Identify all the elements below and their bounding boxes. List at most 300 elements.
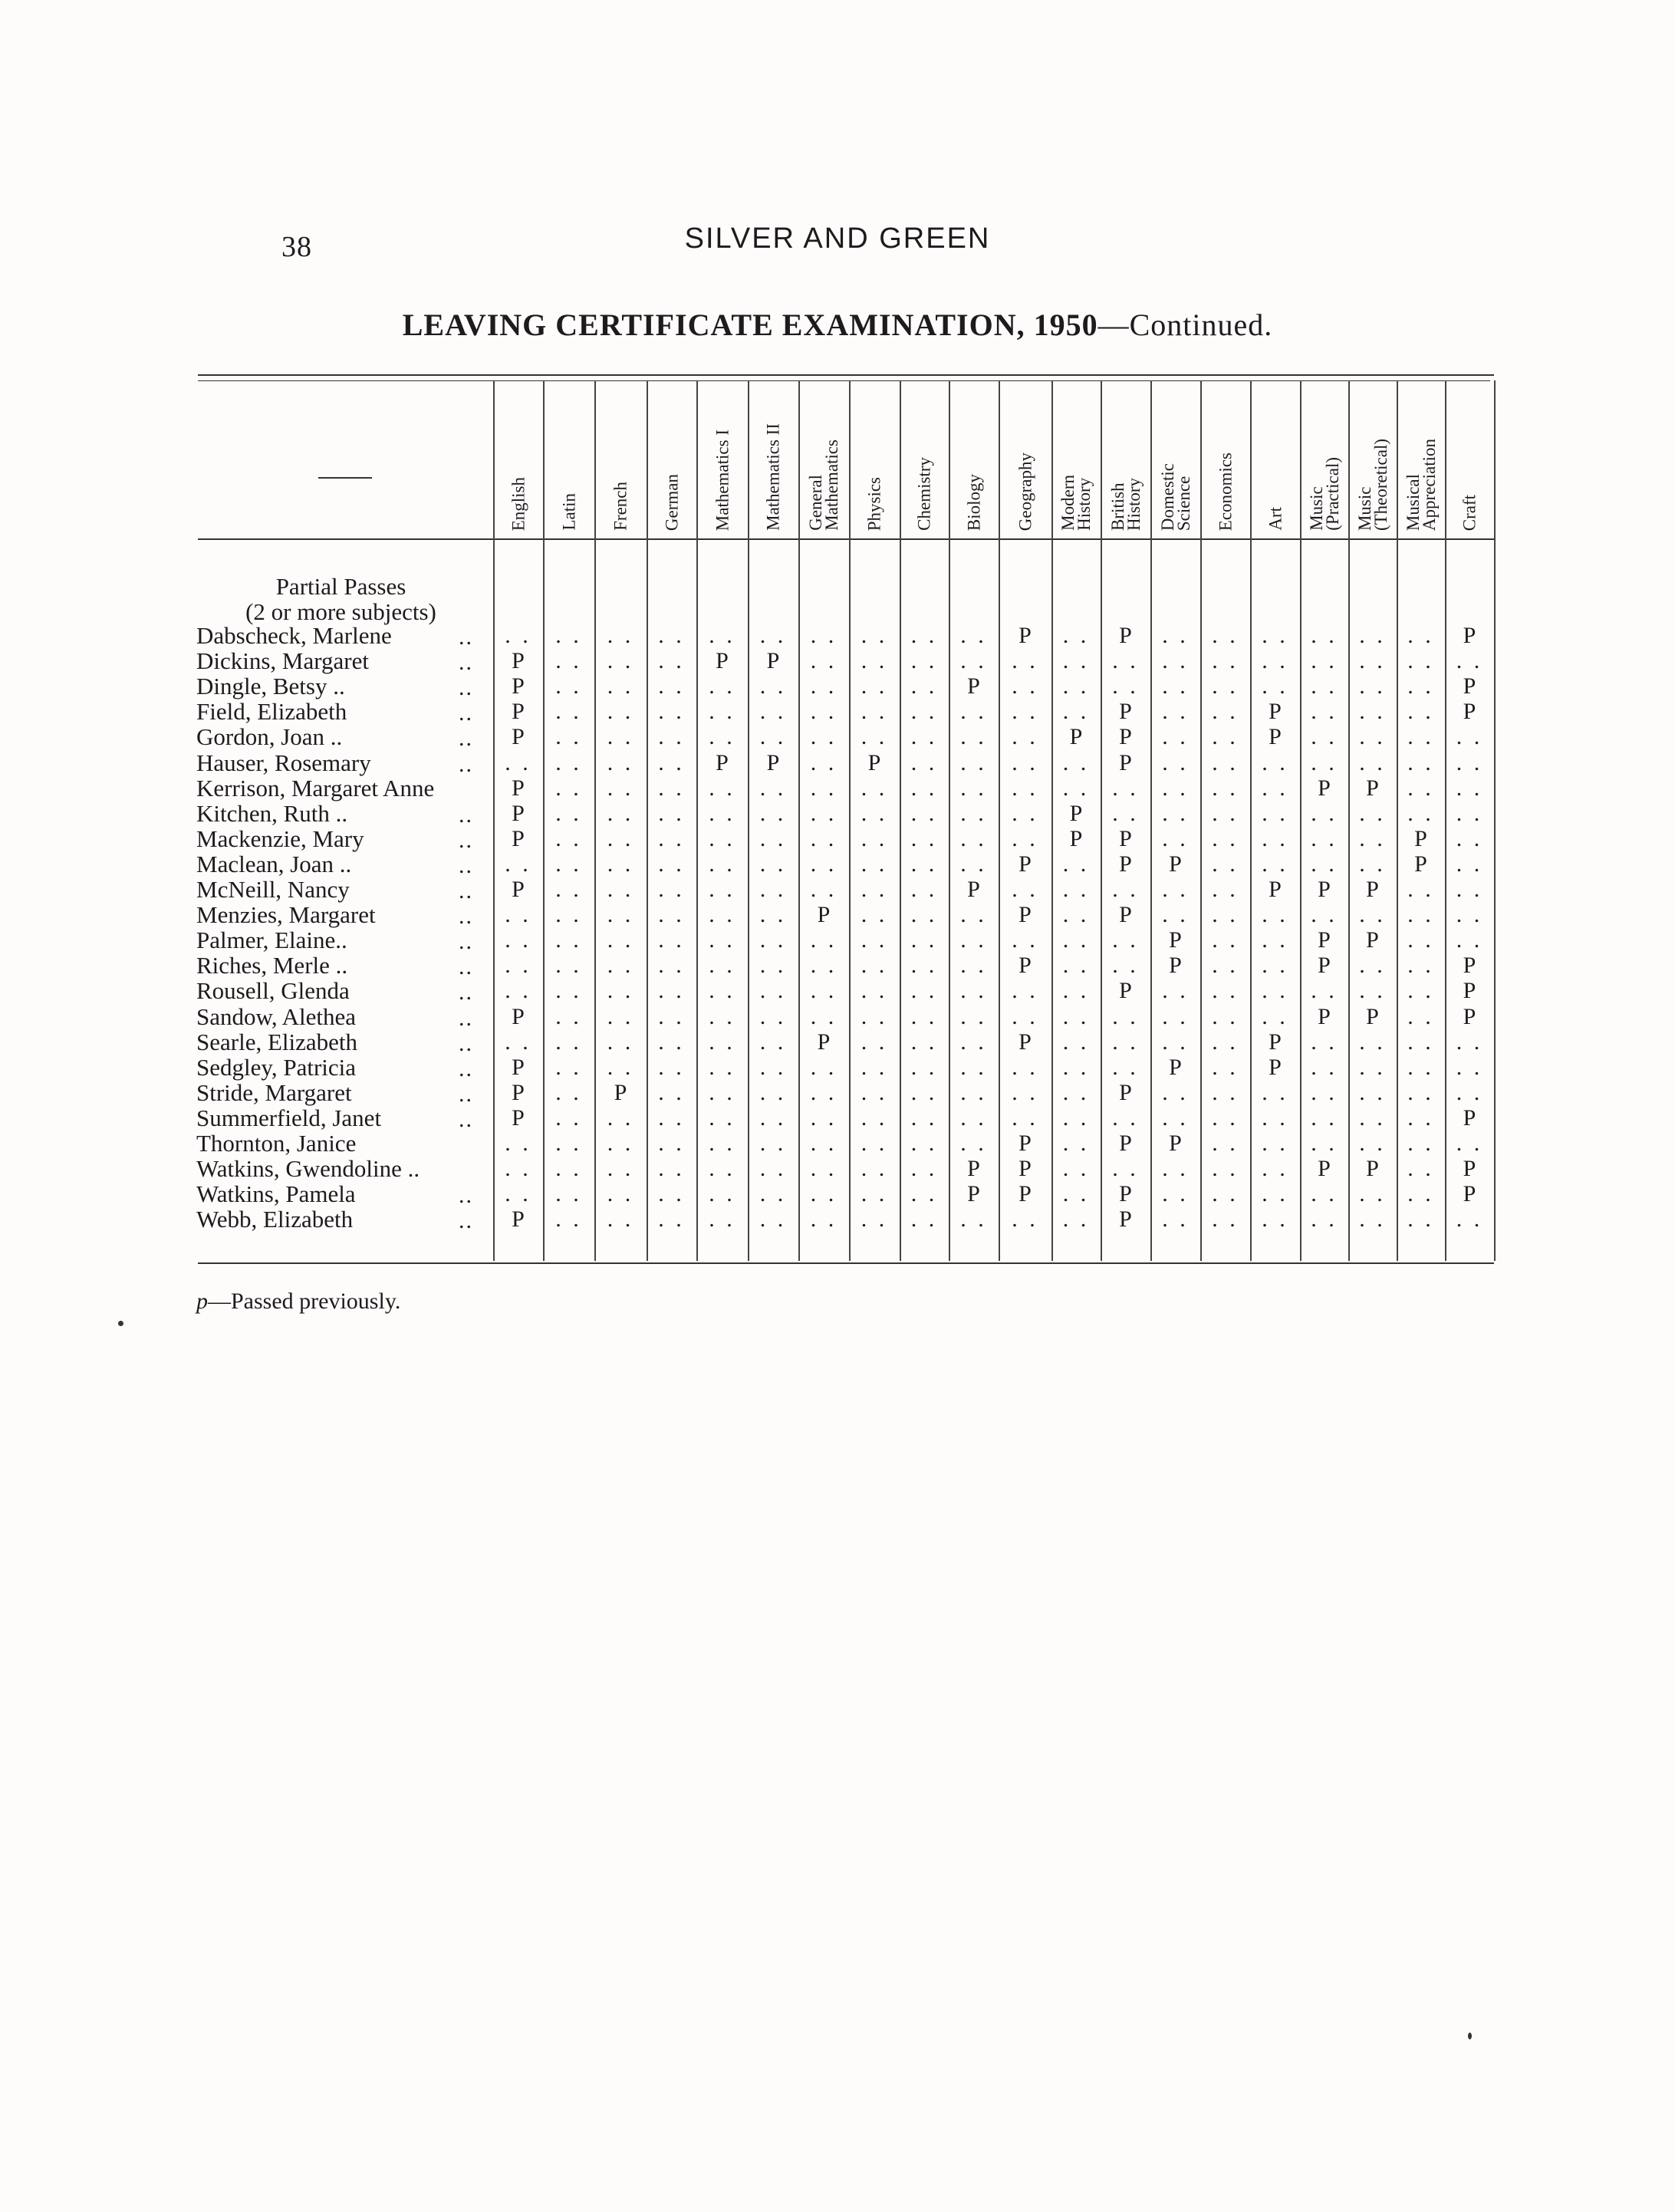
result-cell: . . [709,877,735,902]
student-name: Palmer, Elaine.. [196,927,347,954]
result-cell: . . [1162,877,1189,902]
column-header [1051,380,1101,535]
result-cell: . . [861,673,888,699]
result-cell: . . [1407,1079,1434,1105]
result-cell: . . [709,623,735,648]
result-cell: . . [1062,877,1090,902]
result-cell: . . [1359,623,1386,648]
result-cell: . . [810,1131,838,1156]
result-cell: . . [1212,699,1239,725]
result-cell: . . [1212,800,1239,826]
column-header-label: Art [1265,507,1285,531]
result-cell: P [512,648,525,674]
student-name: Kerrison, Margaret Anne [196,774,435,802]
result-cell: . . [1212,953,1239,979]
result-cell: . . [607,1131,634,1156]
result-cell: . . [759,877,787,902]
student-name: Rousell, Glenda [196,977,350,1005]
result-cell: . . [960,1029,987,1055]
result-cell: . . [1162,1029,1189,1055]
result-cell: . . [810,623,838,648]
result-cell: . . [960,1206,987,1233]
result-cell: . . [1311,1029,1338,1055]
result-cell: . . [861,953,888,979]
result-cell: . . [910,953,938,979]
result-cell: . . [1407,902,1434,928]
result-cell: . . [658,673,685,699]
name-leader: .. [459,929,473,955]
result-cell: . . [1262,775,1288,801]
result-cell: P [1269,1054,1282,1080]
result-cell: . . [658,1131,685,1156]
result-cell: . . [555,1206,582,1233]
result-cell: P [512,825,525,851]
result-cell: . . [1162,648,1189,674]
table-top-rule [198,374,1494,376]
result-cell: . . [960,1131,987,1156]
result-cell: . . [910,1181,938,1207]
result-cell: . . [505,851,531,877]
result-cell: . . [1112,648,1139,674]
result-cell: . . [1162,800,1189,826]
result-cell: . . [1262,623,1288,648]
result-cell: . . [555,1181,582,1207]
student-name: Kitchen, Ruth .. [196,799,348,827]
result-cell: . . [759,673,787,699]
name-leader: .. [459,1030,473,1056]
result-cell: . . [810,877,838,902]
result-cell: . . [1407,699,1434,725]
result-cell: . . [1407,800,1434,826]
result-cell: . . [1162,1104,1189,1131]
result-cell: . . [709,1104,735,1131]
column-header [1250,380,1300,535]
result-cell: . . [1407,1181,1434,1207]
result-cell: . . [910,877,938,902]
result-cell: . . [1012,699,1038,725]
result-cell: P [1119,1131,1132,1156]
result-cell: . . [607,749,634,775]
result-cell: . . [759,851,787,877]
result-cell: . . [861,877,888,902]
result-cell: . . [1012,1206,1038,1233]
result-cell: . . [1359,1054,1386,1080]
result-cell: . . [1062,648,1090,674]
result-cell: . . [607,851,634,877]
result-cell: . . [1162,699,1189,725]
result-cell: . . [1407,775,1434,801]
result-cell: . . [1456,1029,1483,1055]
result-cell: P [1119,825,1132,851]
result-cell: . . [658,800,685,826]
result-cell: . . [861,775,888,801]
column-header-label: Physics [864,476,884,531]
name-leader: .. [459,1183,473,1209]
column-header [798,380,849,535]
result-cell: . . [1212,927,1239,953]
column-header [849,380,900,535]
result-cell: . . [861,1104,888,1131]
table-row [0,851,1675,877]
result-cell: . . [960,724,987,750]
result-cell: . . [555,851,582,877]
stub-header-dash [318,477,372,479]
result-cell: . . [658,902,685,928]
result-cell: . . [555,1079,582,1105]
table-row [0,1131,1675,1156]
result-cell: . . [1012,978,1038,1004]
result-cell: P [512,699,525,725]
result-cell: P [1463,953,1476,979]
result-cell: . . [1112,1054,1139,1080]
column-header [1150,380,1200,535]
result-cell: . . [861,623,888,648]
title-main: LEAVING CERTIFICATE EXAMINATION, 1950 [402,308,1098,342]
result-cell: P [1018,953,1032,979]
result-cell: . . [810,978,838,1004]
result-cell: P [1366,1003,1379,1029]
result-cell: . . [555,902,582,928]
result-cell: . . [1262,851,1288,877]
name-leader: .. [459,852,473,878]
result-cell: . . [1262,800,1288,826]
result-cell: . . [759,1206,787,1233]
result-cell: . . [861,927,888,953]
result-cell: P [1269,699,1282,725]
result-cell: . . [1407,673,1434,699]
result-cell: . . [1212,1003,1239,1029]
result-cell: . . [1062,623,1090,648]
document-title [0,307,1675,343]
result-cell: . . [1407,1003,1434,1029]
result-cell: . . [910,623,938,648]
result-cell: . . [861,1156,888,1182]
result-cell: . . [810,1156,838,1182]
result-cell: . . [1359,902,1386,928]
student-name: Watkins, Pamela [196,1180,356,1208]
result-cell: P [1269,877,1282,902]
result-cell: . . [1062,851,1090,877]
table-row [0,647,1675,676]
result-cell: . . [810,1104,838,1131]
result-cell: . . [709,927,735,953]
result-cell: . . [1012,673,1038,699]
result-cell: . . [759,1181,787,1207]
result-cell: . . [861,825,888,851]
result-cell: . . [1456,800,1483,826]
result-cell: . . [1112,1156,1139,1182]
result-cell: P [967,1156,980,1182]
result-cell: . . [1062,1029,1090,1055]
column-header-label: Craft [1459,494,1479,531]
column-header-label: German [662,473,681,531]
result-cell: P [1318,1156,1331,1182]
result-cell: . . [709,902,735,928]
result-cell: . . [910,1104,938,1131]
result-cell: . . [960,825,987,851]
result-cell: . . [1212,1156,1239,1182]
result-cell: . . [1359,648,1386,674]
column-header-label: French [610,482,630,531]
result-cell: . . [658,699,685,725]
result-cell: P [967,877,980,902]
column-header-label: Musical Appreciation [1403,438,1439,531]
result-cell: . . [1212,1104,1239,1131]
ink-speck [118,1321,123,1326]
result-cell: . . [960,1054,987,1080]
result-cell: . . [555,775,582,801]
result-cell: . . [1262,927,1288,953]
result-cell: . . [810,1206,838,1233]
student-name: Hauser, Rosemary [196,749,371,776]
result-cell: . . [810,851,838,877]
result-cell: . . [1112,673,1139,699]
name-leader: .. [459,827,473,853]
result-cell: . . [1407,648,1434,674]
column-header [594,380,647,535]
result-cell: . . [709,1131,735,1156]
result-cell: P [1069,800,1083,826]
result-cell: . . [861,1131,888,1156]
result-cell: . . [607,1054,634,1080]
result-cell: . . [505,749,531,775]
result-cell: . . [1359,851,1386,877]
name-leader: .. [459,751,473,777]
student-name: Webb, Elizabeth [196,1206,354,1233]
result-cell: . . [1311,724,1338,750]
result-cell: . . [1012,825,1038,851]
name-leader: .. [459,624,473,650]
column-header [1200,380,1250,535]
result-cell: . . [861,851,888,877]
result-cell: . . [861,1029,888,1055]
result-cell: . . [1212,1029,1239,1055]
result-cell: P [1069,724,1083,750]
result-cell: P [1366,877,1379,902]
result-cell: . . [861,1181,888,1207]
column-header [647,380,696,535]
result-cell: . . [1456,775,1483,801]
result-cell: P [1119,699,1132,725]
result-cell: . . [960,623,987,648]
result-cell: P [1463,673,1476,699]
name-leader: .. [459,1081,473,1107]
result-cell: . . [709,775,735,801]
result-cell: . . [1456,749,1483,775]
result-cell: . . [607,623,634,648]
result-cell: . . [759,1131,787,1156]
result-cell: . . [555,1156,582,1182]
result-cell: . . [1311,673,1338,699]
result-cell: P [1463,623,1476,648]
section-label [198,574,484,624]
result-cell: . . [960,800,987,826]
column-header-label: Latin [559,493,578,531]
result-cell: . . [1062,1003,1090,1029]
result-cell: . . [1407,749,1434,775]
result-cell: . . [1359,1079,1386,1105]
result-cell: . . [1262,1104,1288,1131]
column-header-label: Geography [1015,452,1035,531]
result-cell: . . [759,978,787,1004]
table-bottom-rule [198,1262,1494,1264]
result-cell: . . [1062,1156,1090,1182]
result-cell: . . [505,927,531,953]
result-cell: . . [1407,877,1434,902]
result-cell: . . [555,623,582,648]
result-cell: . . [861,800,888,826]
result-cell: . . [1262,1206,1288,1233]
result-cell: . . [709,953,735,979]
result-cell: . . [1407,1131,1434,1156]
result-cell: . . [1012,749,1038,775]
result-cell: . . [1062,775,1090,801]
result-cell: . . [1262,749,1288,775]
result-cell: . . [1062,1079,1090,1105]
result-cell: . . [759,1156,787,1182]
student-name: Dabscheck, Marlene [196,622,392,649]
column-header [999,380,1051,535]
result-cell: . . [658,1029,685,1055]
result-cell: . . [1062,953,1090,979]
footnote [196,1289,400,1315]
result-cell: . . [607,825,634,851]
result-cell: . . [555,953,582,979]
result-cell: P [1119,902,1132,928]
result-cell: . . [759,699,787,725]
result-cell: P [766,749,780,775]
result-cell: . . [1456,825,1483,851]
result-cell: . . [1407,978,1434,1004]
result-cell: . . [1311,1131,1338,1156]
result-cell: . . [505,978,531,1004]
result-cell: . . [1062,1104,1090,1131]
result-cell: P [716,648,729,674]
result-cell: . . [1456,724,1483,750]
result-cell: . . [1359,1104,1386,1131]
column-header [543,380,594,535]
name-leader: .. [459,1106,473,1132]
result-cell: . . [658,724,685,750]
result-cell: . . [1262,902,1288,928]
result-cell: . . [1062,699,1090,725]
result-cell: . . [505,1181,531,1207]
result-cell: . . [709,699,735,725]
result-cell: . . [960,978,987,1004]
table-row [0,1004,1675,1029]
result-cell: . . [910,775,938,801]
result-cell: . . [1456,902,1483,928]
result-cell: . . [709,1181,735,1207]
student-name: Maclean, Joan .. [196,850,352,877]
result-cell: . . [709,1079,735,1105]
result-cell: . . [960,927,987,953]
result-cell: . . [1359,978,1386,1004]
result-cell: . . [810,1181,838,1207]
result-cell: P [817,902,831,928]
result-cell: . . [1062,673,1090,699]
title-suffix: —Continued. [1097,308,1273,342]
result-cell: . . [759,1054,787,1080]
student-name: Dingle, Betsy .. [196,673,345,700]
result-cell: . . [1212,1079,1239,1105]
result-cell: . . [1407,1156,1434,1182]
result-cell: . . [1456,851,1483,877]
result-cell: . . [810,749,838,775]
column-header-label: English [508,476,528,531]
result-cell: . . [960,953,987,979]
student-name: Gordon, Joan .. [196,723,343,751]
result-cell: . . [658,1156,685,1182]
result-cell: . . [607,699,634,725]
result-cell: P [1018,851,1032,877]
name-leader: .. [459,954,473,980]
result-cell: . . [1262,648,1288,674]
result-cell: P [512,1054,525,1080]
result-cell: . . [861,699,888,725]
result-cell: P [1463,1181,1476,1207]
table-row [0,927,1675,953]
result-cell: P [1169,851,1182,877]
result-cell: . . [555,724,582,750]
result-cell: . . [1212,749,1239,775]
result-cell: P [512,1104,525,1131]
result-cell: P [1318,927,1331,953]
result-cell: . . [1162,1156,1189,1182]
result-cell: P [512,877,525,902]
table-row [0,977,1675,1006]
column-header-label: Chemistry [914,457,934,531]
result-cell: . . [1359,724,1386,750]
result-cell: . . [960,648,987,674]
result-cell: . . [910,1131,938,1156]
result-cell: . . [1359,699,1386,725]
result-cell: . . [505,1156,531,1182]
result-cell: P [1269,724,1282,750]
result-cell: . . [1407,1054,1434,1080]
student-name: Sandow, Alethea [196,1002,357,1030]
result-cell: P [1169,1054,1182,1080]
result-cell: . . [709,1156,735,1182]
section-label-line-1: Partial Passes [275,573,406,600]
result-cell: . . [1112,1029,1139,1055]
result-cell: . . [861,1206,888,1233]
result-cell: . . [658,851,685,877]
result-cell: . . [1407,724,1434,750]
result-cell: . . [759,775,787,801]
result-cell: . . [1311,1054,1338,1080]
result-cell: . . [1359,800,1386,826]
result-cell: P [1414,851,1427,877]
result-cell: . . [1262,825,1288,851]
result-cell: . . [555,978,582,1004]
result-cell: . . [810,724,838,750]
column-header [1397,380,1445,535]
result-cell: . . [910,749,938,775]
result-cell: . . [910,1054,938,1080]
result-cell: P [1119,1079,1132,1105]
result-cell: . . [1062,1206,1090,1233]
result-cell: . . [658,749,685,775]
result-cell: P [1169,1131,1182,1156]
name-leader: .. [459,1208,473,1234]
result-cell: . . [1162,1181,1189,1207]
result-cell: . . [810,800,838,826]
result-cell: . . [1359,1206,1386,1233]
result-cell: . . [759,1104,787,1131]
result-cell: . . [810,1054,838,1080]
result-cell: P [967,673,980,699]
